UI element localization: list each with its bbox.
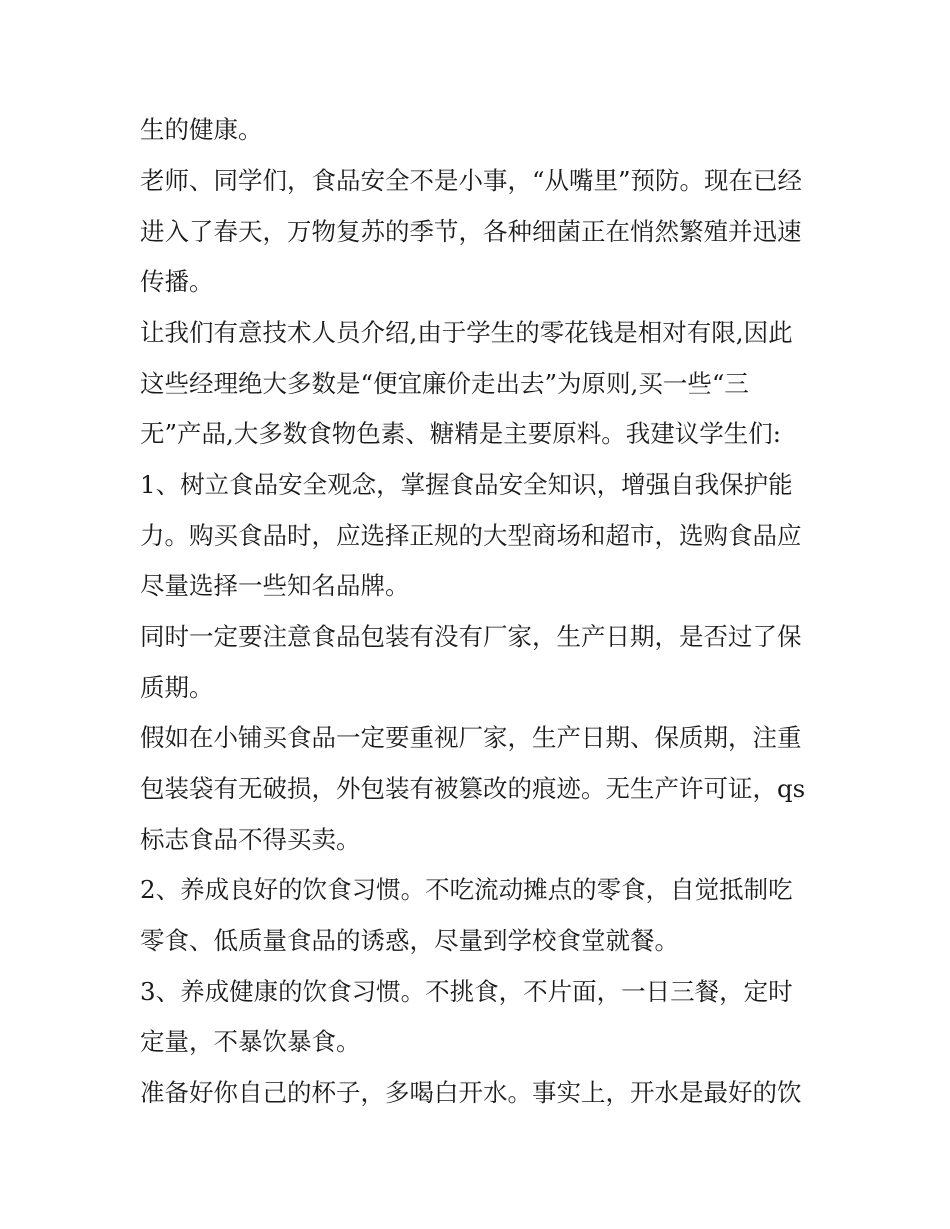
text-line: 包装袋有无破损，外包装有被篡改的痕迹。无生产许可证，qs [140,774,806,803]
text-line: 这些经理绝大多数是“便宜廉价走出去”为原则,买一些“三 [140,369,749,398]
text-line: 老师、同学们，食品安全不是小事，“从嘴里”预防。现在已经 [140,166,803,195]
text-line: 质期。 [140,673,214,702]
text-line: 传播。 [140,267,214,296]
text-line: 准备好你自己的杯子，多喝白开水。事实上，开水是最好的饮 [140,1078,802,1107]
text-line: 让我们有意技术人员介绍,由于学生的零花钱是相对有限,因此 [140,318,793,347]
text-line: 假如在小铺买食品一定要重视厂家，生产日期、保质期，注重 [140,723,802,752]
text-line: 零食、低质量食品的诱惑，尽量到学校食堂就餐。 [140,926,679,955]
text-line: 无”产品,大多数食物色素、糖精是主要原料。我建议学生们: [140,419,782,448]
text-line: 力。购买食品时，应选择正规的大型商场和超市，选购食品应 [140,521,802,550]
text-line: 2、养成良好的饮食习惯。不吃流动摊点的零食，自觉抵制吃 [140,875,793,904]
text-line: 生的健康。 [140,115,263,144]
text-line: 进入了春天，万物复苏的季节，各种细菌正在悄然繁殖并迅速 [140,217,802,246]
text-line: 定量，不暴饮暴食。 [140,1027,361,1056]
text-line: 3、养成健康的饮食习惯。不挑食，不片面，一日三餐，定时 [140,977,793,1006]
text-line: 尽量选择一些知名品牌。 [140,571,410,600]
text-line: 同时一定要注意食品包装有没有厂家，生产日期，是否过了保 [140,622,802,651]
text-line: 1、树立食品安全观念，掌握食品安全知识，增强自我保护能 [140,470,793,499]
text-line: 标志食品不得买卖。 [140,825,361,854]
